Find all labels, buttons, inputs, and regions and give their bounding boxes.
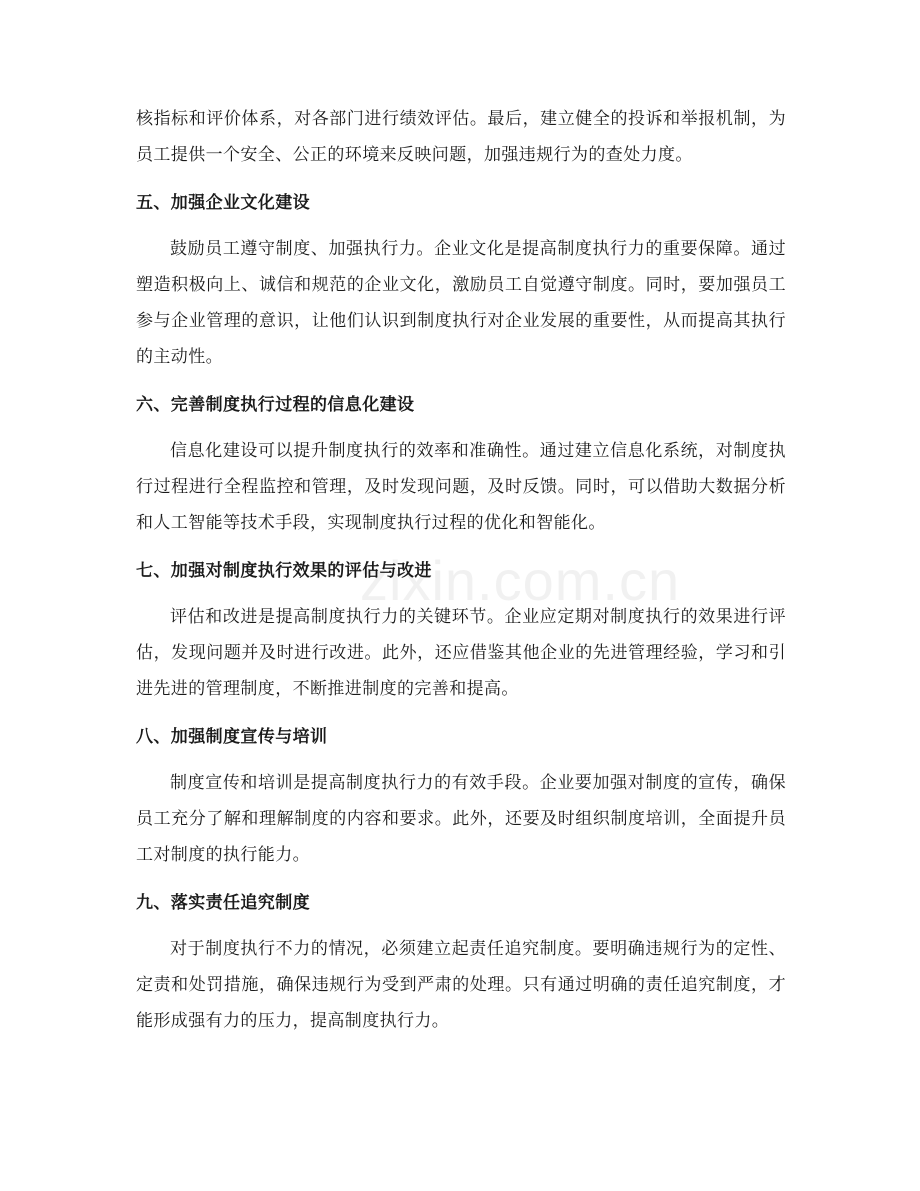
section-heading-5: 五、加强企业文化建设 (136, 193, 310, 213)
section-body-6: 信息化建设可以提升制度执行的效率和准确性。通过建立信息化系统，对制度执行过程进行全程监控和管理，及时发现问题，及时反馈。同时，可以借助大数据分析和人工智能等技术手段，实现制度执行过程的优化和智能化。 (136, 441, 786, 533)
section-body-7: 评估和改进是提高制度执行力的关键环节。企业应定期对制度执行的效果进行评估，发现问题并及时进行改进。此外，还应借鉴其他企业的先进管理经验，学习和引进先进的管理制度，不断推进制度的完善和提高。 (136, 607, 786, 699)
intro-paragraph: 核指标和评价体系，对各部门进行绩效评估。最后，建立健全的投诉和举报机制，为员工提供一个安全、公正的环境来反映问题，加强违规行为的查处力度。 (136, 109, 786, 165)
section-heading-7: 七、加强对制度执行效果的评估与改进 (136, 561, 432, 581)
watermark-text: zixin.com.cn (360, 549, 681, 612)
section-body-9: 对于制度执行不力的情况，必须建立起责任追究制度。要明确违规行为的定性、定责和处罚措施，确保违规行为受到严肃的处理。只有通过明确的责任追究制度，才能形成强有力的压力，提高制度执行力。 (136, 939, 786, 1031)
section-heading-6: 六、完善制度执行过程的信息化建设 (136, 395, 415, 415)
section-body-5: 鼓励员工遵守制度、加强执行力。企业文化是提高制度执行力的重要保障。通过塑造积极向上、诚信和规范的企业文化，激励员工自觉遵守制度。同时，要加强员工参与企业管理的意识，让他们认识到制度执行对企业发展的重要性，从而提高其执行的主动性。 (136, 239, 786, 367)
section-heading-9: 九、落实责任追究制度 (136, 893, 310, 913)
section-body-8: 制度宣传和培训是提高制度执行力的有效手段。企业要加强对制度的宣传，确保员工充分了解和理解制度的内容和要求。此外，还要及时组织制度培训，全面提升员工对制度的执行能力。 (136, 773, 786, 865)
document-body (136, 101, 786, 1039)
section-heading-8: 八、加强制度宣传与培训 (136, 727, 328, 747)
